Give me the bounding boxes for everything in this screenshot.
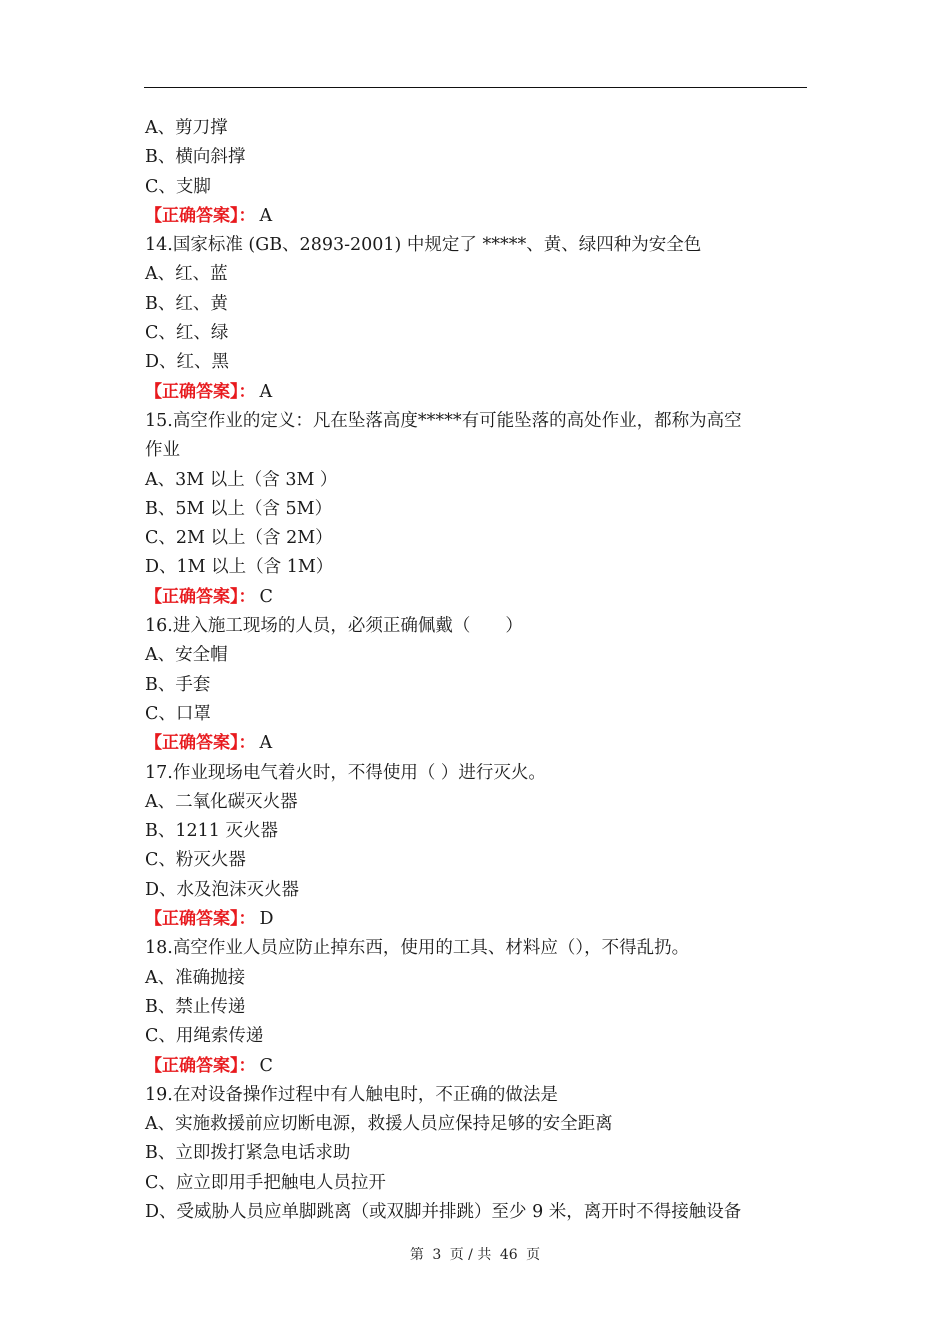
page-content — [145, 114, 805, 1227]
answer-label: 【正确答案】 — [145, 1055, 239, 1076]
answer-colon: ： — [238, 586, 256, 607]
answer-label: 【正确答案】 — [145, 733, 239, 754]
option-text: B、立即拨打紧急电话求助 — [145, 1143, 351, 1164]
answer-line — [145, 729, 805, 758]
answer-line — [145, 905, 805, 934]
answer-label: 【正确答案】 — [145, 586, 239, 607]
answer-value: A — [259, 205, 273, 226]
option-text: A、红、蓝 — [145, 264, 228, 285]
option-text: A、3M 以上（含 3M ） — [145, 469, 338, 490]
option-text: B、手套 — [145, 674, 211, 695]
footer-prefix: 第 — [409, 1247, 424, 1263]
option-text: C、应立即用手把触电人员拉开 — [145, 1172, 386, 1193]
header-rule — [144, 87, 807, 88]
answer-label: 【正确答案】 — [145, 381, 239, 402]
answer-colon: ： — [238, 733, 256, 754]
option-text: B、1211 灭火器 — [145, 821, 278, 842]
question-text: 17.作业现场电气着火时，不得使用（ ）进行灭火。 — [145, 762, 546, 783]
question-text: 18.高空作业人员应防止掉东西，使用的工具、材料应（），不得乱扔。 — [145, 938, 690, 959]
answer-value: C — [259, 1055, 273, 1076]
option-text: A、安全帽 — [145, 645, 228, 666]
footer-suffix: 页 — [526, 1247, 541, 1263]
answer-colon: ： — [238, 909, 256, 930]
answer-value: D — [259, 909, 274, 930]
option-text: A、二氧化碳灭火器 — [145, 791, 298, 812]
option-text: C、支脚 — [145, 176, 211, 197]
answer-line — [145, 378, 805, 407]
answer-value: A — [259, 733, 273, 754]
answer-label: 【正确答案】 — [145, 909, 239, 930]
answer-colon: ： — [238, 205, 256, 226]
option-text: D、受威胁人员应单脚跳离（或双脚并排跳）至少 9 米，离开时不得接触设备 — [145, 1201, 742, 1222]
option-text: C、粉灭火器 — [145, 850, 246, 871]
footer-total-pages: 46 — [499, 1247, 518, 1263]
question-text: 19.在对设备操作过程中有人触电时，不正确的做法是 — [145, 1084, 558, 1105]
answer-label: 【正确答案】 — [145, 205, 239, 226]
option-text: C、用绳索传递 — [145, 1026, 264, 1047]
option-text: D、水及泡沫灭火器 — [145, 879, 300, 900]
option-text: A、剪刀撑 — [145, 118, 228, 138]
option-text: B、红、黄 — [145, 293, 228, 314]
option-text: A、准确抛接 — [145, 967, 246, 988]
footer-mid: 页 / 共 — [449, 1247, 492, 1263]
option-text: B、5M 以上（含 5M） — [145, 498, 333, 519]
option-text: D、红、黑 — [145, 352, 230, 373]
question-text: 14.国家标准 (GB、2893-2001) 中规定了 *****、黄、绿四种为安全色 — [145, 235, 702, 256]
option-text: A、实施救援前应切断电源，救援人员应保持足够的安全距离 — [145, 1114, 613, 1135]
answer-line — [145, 583, 805, 612]
answer-value: A — [259, 381, 273, 402]
answer-line — [145, 1052, 805, 1081]
answer-colon: ： — [238, 1055, 256, 1076]
option-text: B、横向斜撑 — [145, 147, 246, 168]
answer-colon: ： — [238, 381, 256, 402]
question-text: 15.高空作业的定义：凡在坠落高度*****有可能坠落的高处作业，都称为高空 — [145, 410, 742, 431]
footer-current-page: 3 — [432, 1247, 442, 1263]
option-text: B、禁止传递 — [145, 996, 246, 1017]
answer-line — [145, 202, 805, 231]
question-text: 16.进入施工现场的人员，必须正确佩戴（ ） — [145, 616, 523, 637]
option-text: C、2M 以上（含 2M） — [145, 528, 333, 549]
answer-value: C — [259, 586, 273, 607]
option-text: D、1M 以上（含 1M） — [145, 557, 334, 578]
question-text: 作业 — [145, 440, 180, 461]
option-text: C、口罩 — [145, 703, 211, 724]
option-text: C、红、绿 — [145, 323, 229, 344]
page-footer — [0, 1244, 950, 1264]
